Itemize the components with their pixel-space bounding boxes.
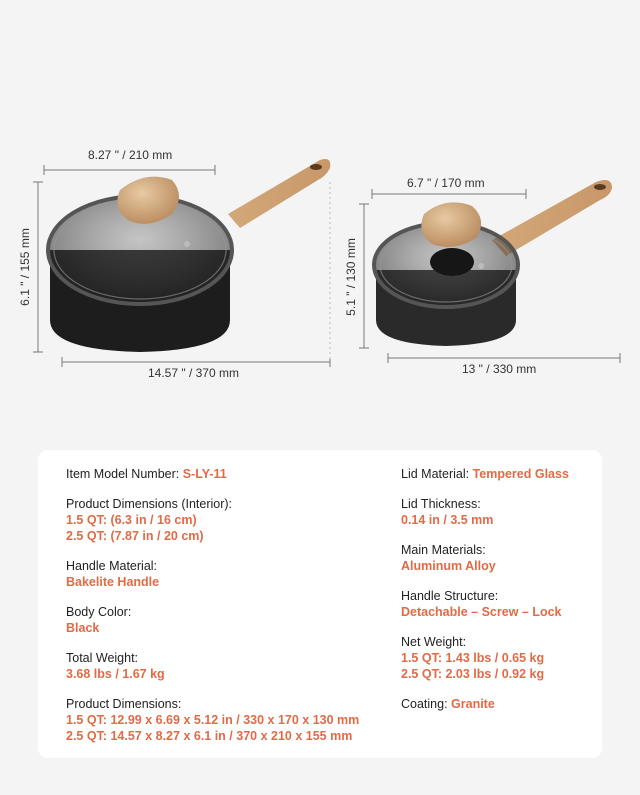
small-width-label: 6.7 " / 170 mm (407, 176, 485, 190)
large-height-label: 6.1 " / 155 mm (18, 228, 32, 306)
spec-coating: Coating: Granite (401, 697, 495, 711)
spec-net-weight: Net Weight: 1.5 QT: 1.43 lbs / 0.65 kg 2.5 QT: 2.03 lbs / 0.92 kg (401, 635, 545, 681)
large-saucepan (48, 159, 330, 352)
spec-handle-structure: Handle Structure: Detachable – Screw – Lock (401, 589, 562, 619)
spec-main-materials: Main Materials: Aluminum Alloy (401, 543, 496, 573)
spec-body-color: Body Color: Black (66, 605, 132, 635)
spec-lid-material: Lid Material: Tempered Glass (401, 467, 569, 481)
spec-interior-dimensions: Product Dimensions (Interior): 1.5 QT: (6.3 in / 16 cm) 2.5 QT: (7.87 in / 20 cm) (66, 497, 233, 543)
spec-product-dimensions: Product Dimensions: 1.5 QT: 12.99 x 6.69 x 5.12 in / 330 x 170 x 130 mm 2.5 QT: 14.57 x 8.27 x 6.1 in / 370 x 210 x 155 mm (66, 697, 360, 743)
small-height-label: 5.1 " / 130 mm (344, 238, 358, 316)
small-saucepan (374, 180, 612, 346)
large-steam-vent-icon (184, 241, 190, 247)
small-length-label: 13 " / 330 mm (462, 362, 537, 376)
specifications-card (38, 450, 602, 758)
large-handle-hole (310, 164, 322, 170)
spec-total-weight: Total Weight: 3.68 lbs / 1.67 kg (66, 651, 165, 681)
small-steam-vent-icon (478, 263, 484, 269)
large-length-label: 14.57 " / 370 mm (148, 366, 239, 380)
spec-lid-thickness: Lid Thickness: 0.14 in / 3.5 mm (401, 497, 494, 527)
small-lid-knob (421, 202, 481, 246)
spec-model-number: Item Model Number: S-LY-11 (66, 467, 227, 481)
spec-handle-material: Handle Material: Bakelite Handle (66, 559, 160, 589)
large-width-label: 8.27 " / 210 mm (88, 148, 173, 162)
small-handle-hole (594, 184, 606, 190)
